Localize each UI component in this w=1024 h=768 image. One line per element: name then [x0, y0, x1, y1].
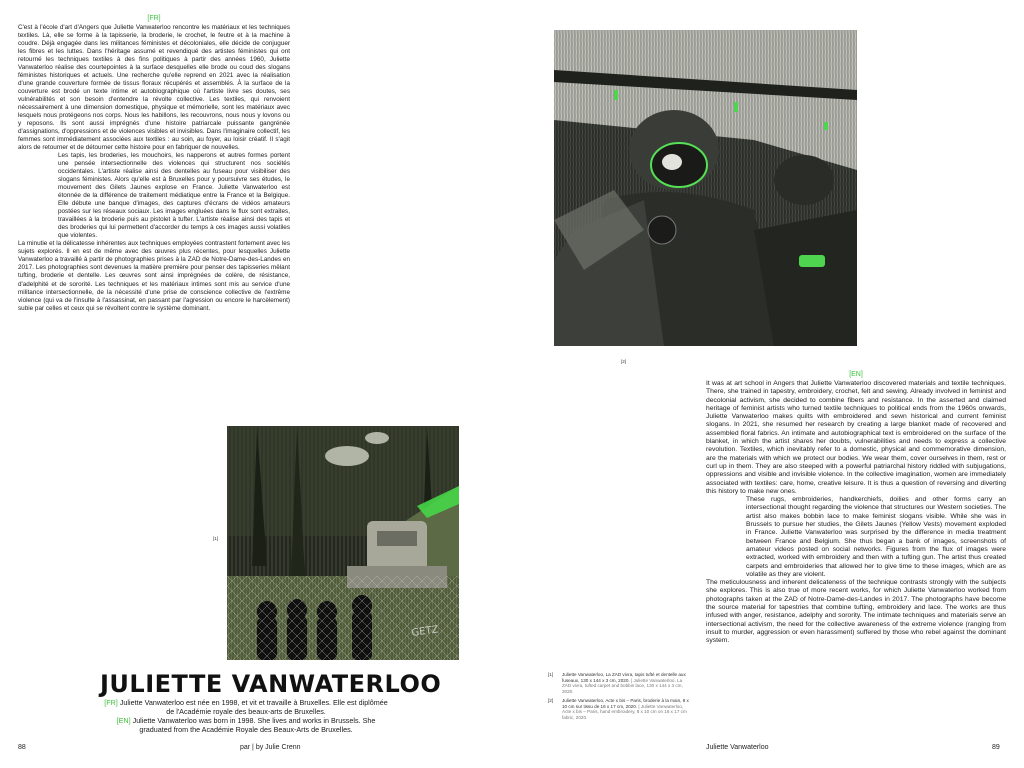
english-article-text: [706, 380, 1006, 646]
caption-2-en: | Juliette Vanwaterloo, Acte x bis – Paris, hand embroidery, 8 x 10 cm on 16 x 17 cm fabric, 2020.: [562, 703, 687, 720]
author-credit: par | by Julie Crenn: [240, 744, 301, 751]
en-language-tag: [EN]: [849, 371, 863, 378]
bio-en-tag: [EN]: [116, 716, 131, 725]
figure-2-artwork-image: [554, 30, 857, 346]
running-title: Juliette Vanwaterloo: [706, 744, 769, 751]
artist-name-title: JULIETTE VANWATERLOO: [100, 670, 442, 698]
fr-paragraph-2: Les tapis, les broderies, les mouchoirs, les napperons et autres formes portent une pensée intersectionnelle des violences qui structurent nos sociétés occidentales. L'artiste réalise ainsi des dentelles au fuseau pour visibiliser des slogans féministes. Alors qu'elle est à Bruxelles pour y poursuivre ses études, le mouvement des Gilets Jaunes explose en France. Juliette Vanwaterloo est étonnée de la différence de traitement médiatique entre la France et la Belgique. Elle débute une banque d'images, des captures d'écrans de vidéos amateurs postées sur les réseaux sociaux. Les images engluées dans le flux sont extraites, travaillées à la broderie puis au pistolet à tufter. L'artiste réalise ainsi des tapis et des broderies qui lui permettent d'accorder du temps à ces images aussi volatiles que violentes.: [58, 152, 290, 240]
page-number-left: 88: [18, 744, 26, 751]
page-number-right: 89: [992, 744, 1000, 751]
figure-2-label: [2]: [621, 359, 627, 364]
fr-paragraph-3: La minutie et la délicatesse inhérentes aux techniques employées contrastent fortement avec les sujets explorés. Il en est de même avec des œuvres plus récentes, pour lesquelles Juliette Vanwaterloo a travaillé à partir de photographies prises à la ZAD de Notre-Dame-des-Landes en 2017. Les photographies sont devenues la matière première pour penser des tapisseries mêlant tufting, broderie et dentelle. Les œuvres sont ainsi imprégnées de colère, de résistance, d'adelphité et de sororité. Les techniques et les matériaux intimes sont mis au service d'une militance intersectionnelle, de la nécessité d'une prise de conscience collective de l'extrême violence (qui va de l'insulte à l'assassinat, en passant par l'agression ou encore le harcèlement) subie par celles et ceux qui se révoltent contre le système dominant.: [18, 240, 290, 312]
svg-text:GETZ: GETZ: [410, 624, 440, 639]
caption-2-fr: Juliette Vanwaterloo, Acte x bis – Paris, broderie à la main, 8 x 10 cm sur tissu de 16 x 17 cm, 2020.: [562, 698, 689, 709]
en-paragraph-2: These rugs, embroideries, handkerchiefs, doilies and other forms carry an intersectional thought regarding the violence that structures our Western societies. The artist also makes bobbin lace to make feminist slogans visible. While she was in Brussels to pursue her studies, the Gilets Jaunes (Yellow Vests) movement exploded in France. Juliette Vanwaterloo was surprised by the difference in media treatment between France and Belgium. She thus began a bank of images, screenshots of amateur videos posted on social networks. Figures from the flux of images were extracted, worked with embroidery and then with a tufting gun. The artist thus created carpets and embroideries that allowed her to give time to these images, which are as volatile as they are violent.: [746, 496, 1006, 578]
bio-en-text: Juliette Vanwaterloo was born in 1998. She lives and works in Brussels. She graduated from the Académie Royale des Beaux-Arts de Bruxelles.: [132, 716, 376, 734]
caption-1-number: [1]: [548, 672, 554, 677]
figure-2-artwork-illustration: [554, 30, 857, 346]
figure-1-label: [1]: [213, 536, 219, 541]
figure-1-artwork-image: [227, 426, 459, 660]
en-paragraph-3: The meticulousness and inherent delicateness of the technique contrasts strongly with the subjects she explores. This is also true of more recent works, for which Juliette Vanwaterloo worked from photographs taken at the ZAD of Notre-Dame-des-Landes in 2017. The photographs have become the source material for tapestries that combine tufting, embroidery and lace. The works are thus infused with anger, resistance, adelphy and sorority. The intimate techniques and materials serve an intersectional activism, the need for the collective awareness of the extreme violence (ranging from insult to murder, aggression or even harassment) suffered by those who rebel against the dominant system.: [706, 579, 1006, 645]
caption-2-number: [2]: [548, 698, 554, 703]
french-article-text: [18, 24, 290, 313]
caption-1: [548, 672, 692, 694]
fr-language-tag: [FR]: [147, 15, 161, 22]
figure-1-artwork-illustration: [227, 426, 459, 660]
fr-paragraph-1: C'est à l'école d'art d'Angers que Juliette Vanwaterloo rencontre les matériaux et les techniques textiles. Là, elle se forme à la tapisserie, la broderie, le crochet, le feutre et à la machine à coudre. Déjà engagée dans les militances féministes et décoloniales, elle décide de conjuguer les fibres et les luttes. Dans l'héritage assumé et revendiqué des artistes féministes qui ont retourné les techniques textiles à des fins politiques à partir des années 1960, Juliette Vanwaterloo réalise des courtepointes à la surface desquelles elle brode ou coud des slogans féministes historiques et actuels. Une recherche qu'elle reprend en 2021 avec la réalisation d'une grande couverture formée de tissus floraux récupérés et assemblés. À la surface de la couverture est brodé un texte intime et autobiographique où l'artiste livre ses doutes, ses vulnérabilités et son besoin d'entendre la révolte collective. Les textiles, qui renvoient nécessairement à une dimension domestique, physique et mémorielle, sont les matériaux avec lesquels nous protégeons nos corps. Nous les habillons, les recouvrons, nous nous y lovons ou y reposons. Ils sont aussi imprégnés d'une histoire patriarcale puissante gangrénée d'assignations, d'oppressions et de violences visibles et invisibles. Dans l'imaginaire collectif, les femmes sont immédiatement associées aux textiles : au soin, au foyer, au loisir créatif. Il s'agit alors de retourner et de détourner cette histoire pour en fabriquer de nouvelles.: [18, 24, 290, 152]
caption-1-fr: Juliette Vanwaterloo, La ZAD vivra, tapis tufté et dentelle aux fuseaux, 130 x 144 x 3 cm, 2020.: [562, 672, 686, 683]
bio-fr-tag: [FR]: [104, 698, 118, 707]
en-paragraph-1: It was at art school in Angers that Juliette Vanwaterloo discovered materials and textile techniques. There, she trained in tapestry, embroidery, crochet, felt and sewing. Already involved in feminist and decolonial activism, she decided to combine fibers and resistance. In the asserted and claimed heritage of feminist artists who turned textile techniques to political ends from the 1960s onwards, Juliette Vanwaterloo makes quilts with embroidered and sewn historical and current feminist slogans. In 2021, she resumed her research by creating a large blanket made of recovered and assembled floral fabrics. An intimate and autobiographical text is embroidered on the surface of the blanket, in which the artist shares her doubts, vulnerabilities and needs to express a collective revolution. Textiles, which inevitably refer to a domestic, physical and commemorative dimension, are the materials with which we protect our bodies. We wear them, cover ourselves in them, rest or curl up in them. They are also steeped with a powerful patriarchal history riddled with subjugations, oppressions and visible and invisible violence. In the collective imagination, women are immediately associated with textiles: care, home, creative leisure. It is thus a question of reversing and diverting this history to make new ones.: [706, 380, 1006, 495]
caption-1-en: | Juliette Vanwaterloo, La ZAD vivra, tufted carpet and bobbin lace, 130 x 144 x 3 cm, 2020.: [562, 677, 683, 694]
caption-2: [548, 698, 692, 720]
bio-fr-text: Juliette Vanwaterloo est née en 1998, et vit et travaille à Bruxelles. Elle est diplômée de l'Académie royale des beaux-arts de Bruxelles.: [119, 698, 388, 716]
artist-bio: [100, 698, 392, 734]
